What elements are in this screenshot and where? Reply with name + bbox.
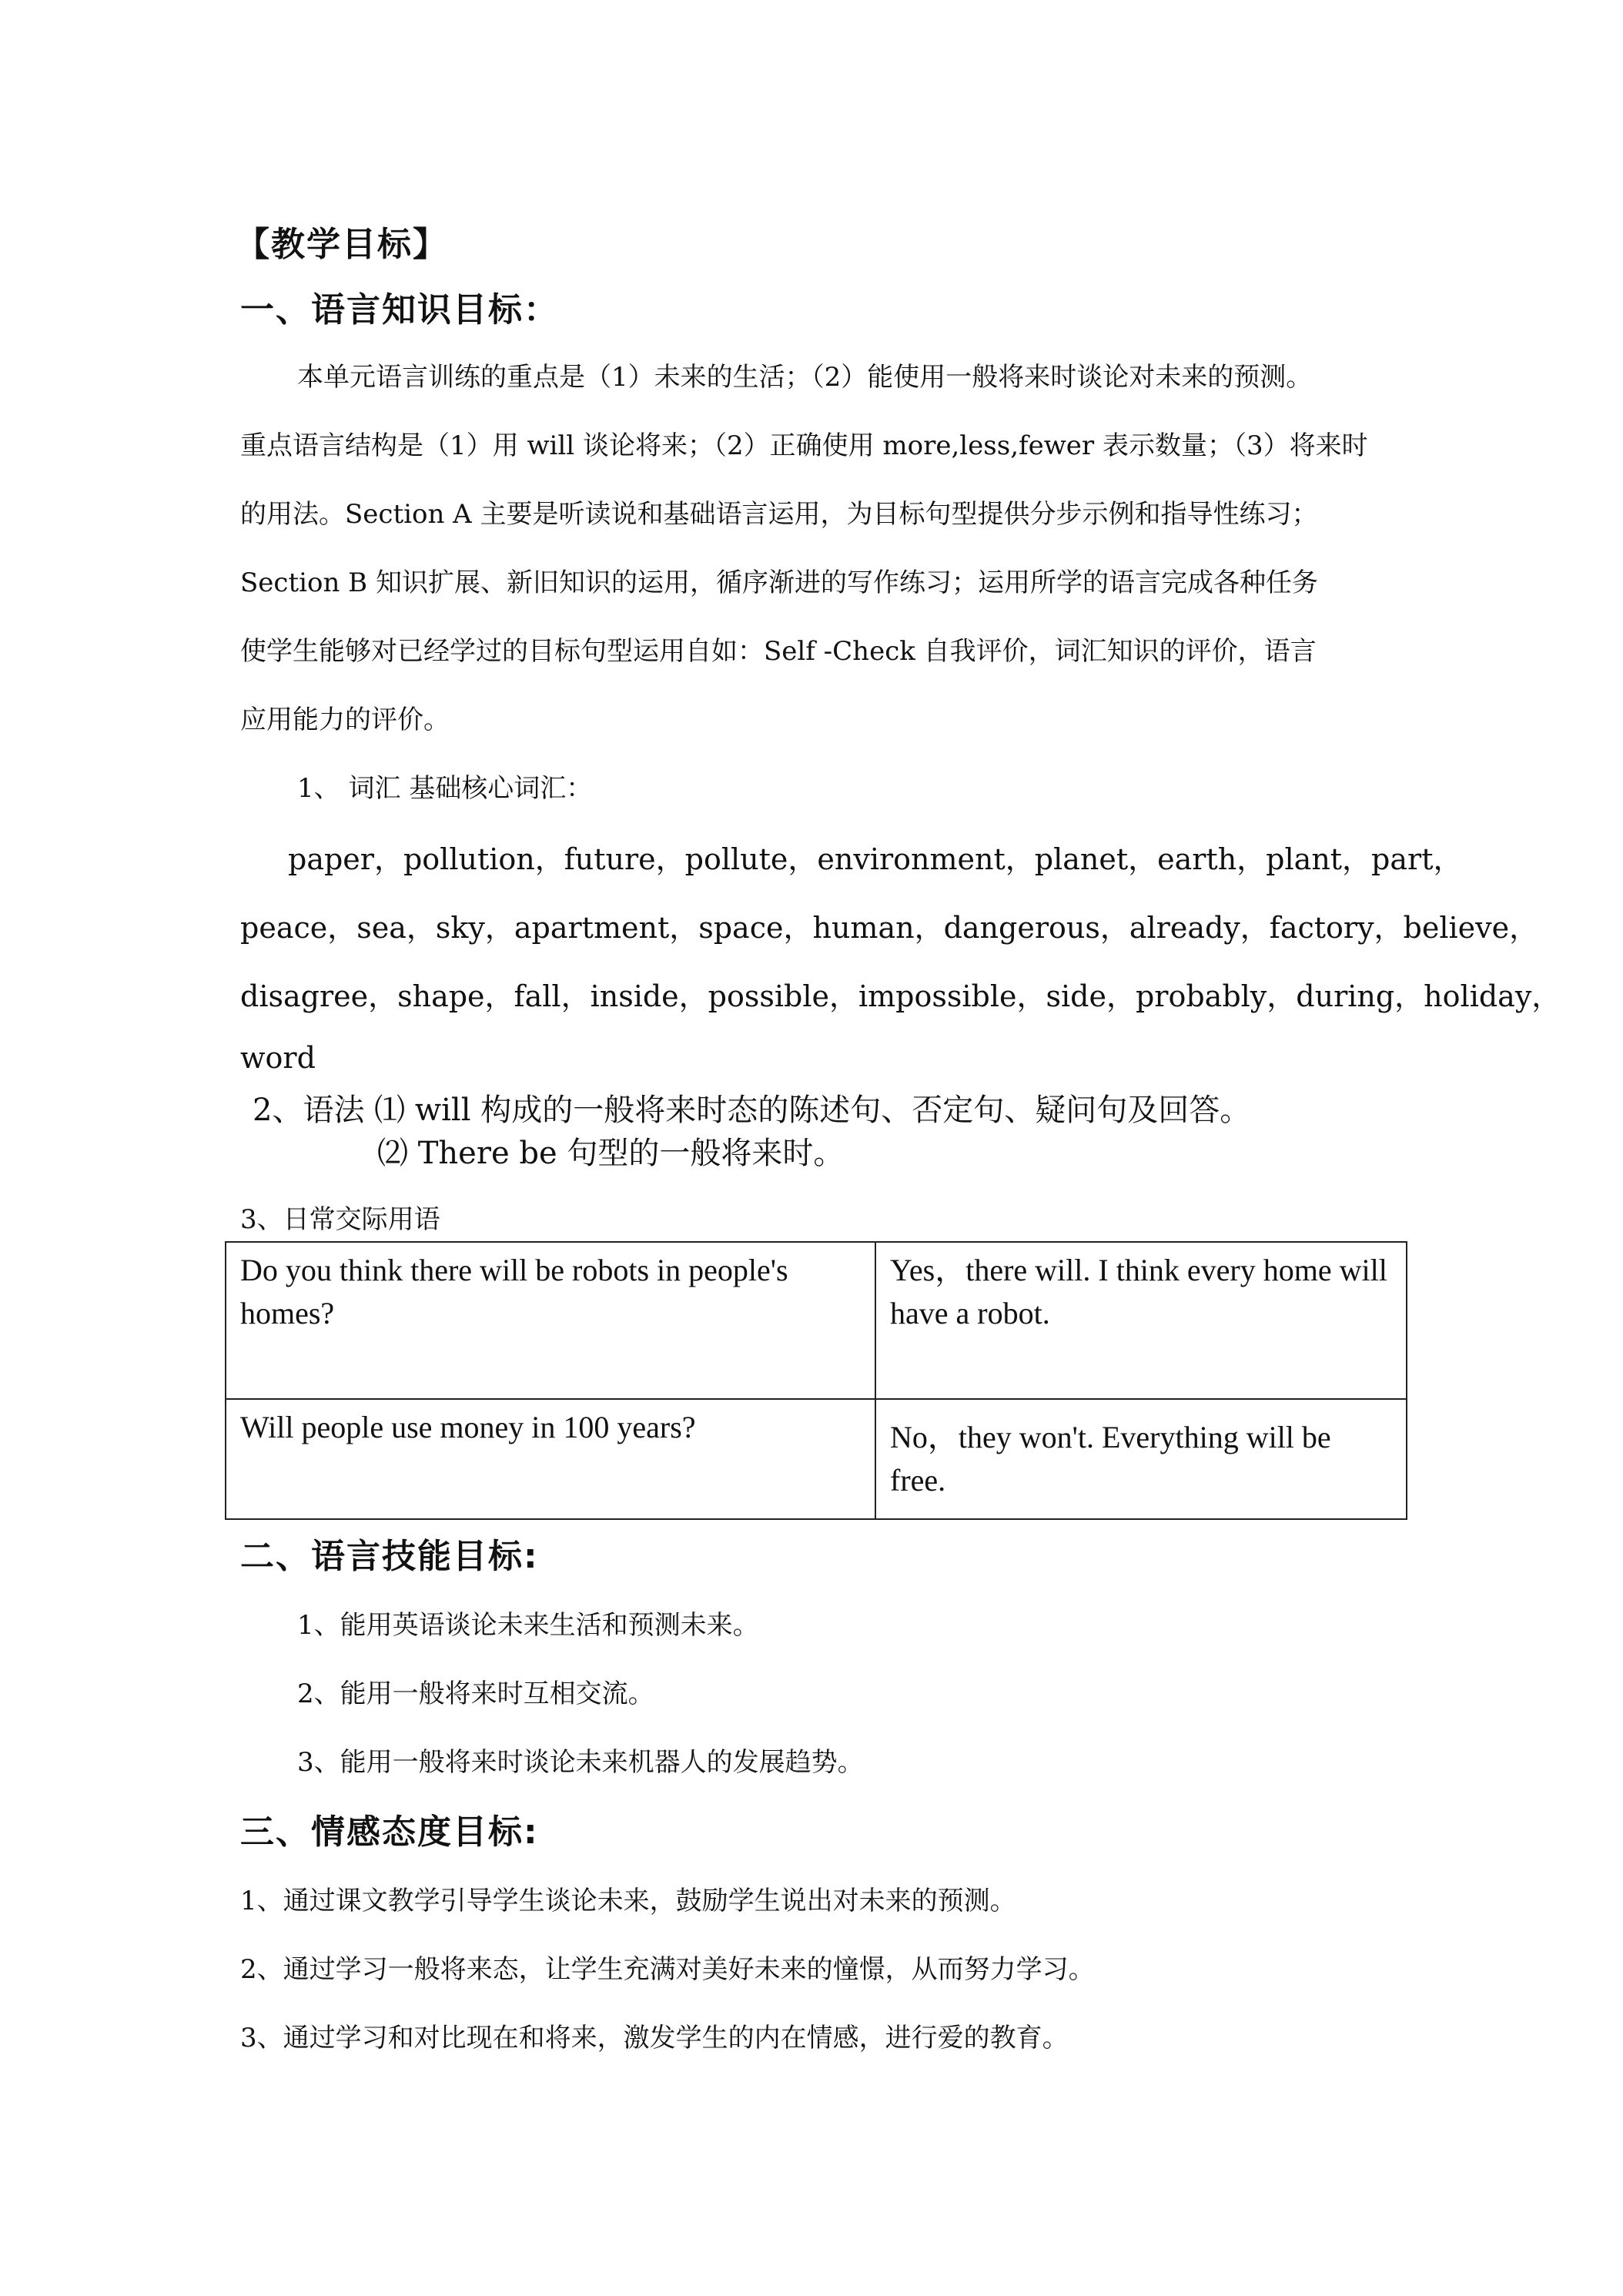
intro-line-2: 重点语言结构是（1）用 will 谈论将来；（2）正确使用 more,less,fewer 表示数量；（3）将来时 [240,430,1368,461]
grammar-line-1: 2、语法 ⑴ will 构成的一般将来时态的陈述句、否定句、疑问句及回答。 [253,1093,1251,1128]
skill-item-3: 3、能用一般将来时谈论未来机器人的发展趋势。 [297,1747,864,1778]
section2-heading: 二、语言技能目标: [240,1537,539,1576]
skill-item-1: 1、能用英语谈论未来生活和预测未来。 [297,1610,759,1641]
vocab-line-3: disagree，shape，fall，inside，possible，impossible，side，probably，during，holiday， [240,979,1561,1013]
dialogue-answer-cell: No，they won't. Everything will be free. [875,1399,1407,1519]
section3-heading: 三、情感态度目标: [240,1812,539,1852]
vocab-label: 1、 词汇 基础核心词汇： [297,773,593,804]
dialogue-question-cell: Will people use money in 100 years? [226,1399,875,1519]
intro-line-4: Section B 知识扩展、新旧知识的运用，循序渐进的写作练习；运用所学的语言完成各种任务 [240,567,1318,598]
affect-item-1: 1、通过课文教学引导学生谈论未来，鼓励学生说出对未来的预测。 [240,1886,1016,1916]
vocab-line-1: paper，pollution，future，pollute，environment，planet，earth，plant，part， [288,842,1463,876]
affect-item-3: 3、通过学习和对比现在和将来，激发学生的内在情感，进行爱的教育。 [240,2023,1069,2053]
intro-line-1: 本单元语言训练的重点是（1）未来的生活；（2）能使用一般将来时谈论对未来的预测。 [297,362,1313,393]
dialogue-question-cell: Do you think there will be robots in people's homes? [226,1242,875,1399]
table-row [226,1242,1407,1399]
intro-line-3: 的用法。Section A 主要是听读说和基础语言运用，为目标句型提供分步示例和指导性练习； [240,499,1318,530]
expressions-label: 3、日常交际用语 [240,1204,440,1235]
dialogue-answer-cell: Yes，there will. I think every home will have a robot. [875,1242,1407,1399]
skill-item-2: 2、能用一般将来时互相交流。 [297,1678,654,1709]
table-row [226,1399,1407,1519]
page-title: 【教学目标】 [236,225,448,264]
grammar-line-2: ⑵ There be 句型的一般将来时。 [377,1136,845,1171]
dialogue-table [225,1241,1407,1520]
vocab-line-2: peace，sea，sky，apartment，space，human，dangerous，already，factory，believe， [240,911,1539,945]
intro-line-6: 应用能力的评价。 [240,705,450,735]
affect-item-2: 2、通过学习一般将来态，让学生充满对美好未来的憧憬，从而努力学习。 [240,1954,1095,1985]
section1-heading: 一、语言知识目标： [240,290,559,330]
intro-line-5: 使学生能够对已经学过的目标句型运用自如：Self -Check 自我评价，词汇知识的评价，语言 [240,636,1317,667]
vocab-line-4: word [240,1041,316,1075]
